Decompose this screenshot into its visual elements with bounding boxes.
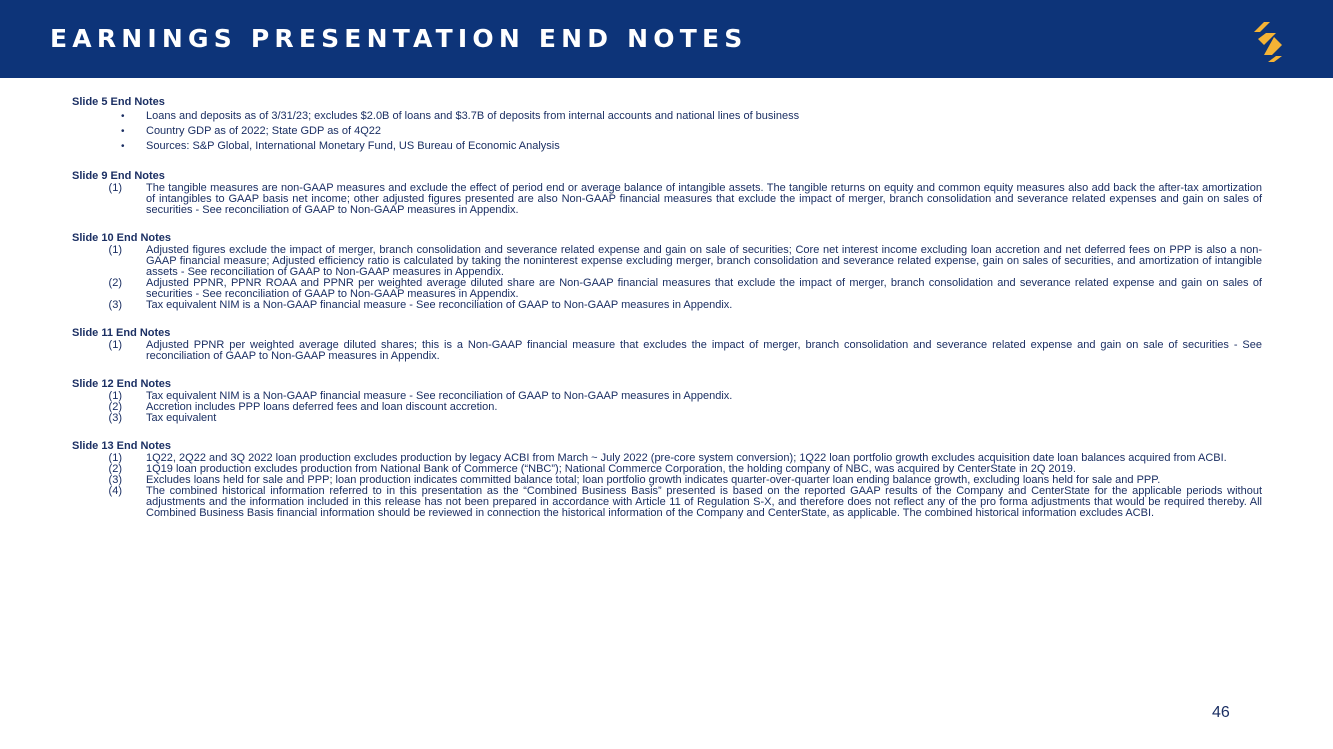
note-number: (3) xyxy=(108,474,122,486)
numbered-notes xyxy=(72,391,1262,424)
note-number: (1) xyxy=(108,182,122,194)
section-heading: Slide 12 End Notes xyxy=(72,378,172,390)
bullet-list xyxy=(72,109,1262,154)
slide-9-notes xyxy=(72,170,1262,216)
end-notes-content xyxy=(72,96,1262,535)
note-text: Adjusted PPNR per weighted average diluted shares; this is a Non-GAAP financial measure that excludes the impact of merger, branch consolidation and severance related expense and gain on sale of securities - See reconciliation of GAAP to Non-GAAP measures in Appendix. xyxy=(146,339,1262,362)
note-text: Tax equivalent NIM is a Non-GAAP financial measure - See reconciliation of GAAP to Non-GAAP measures in Appendix. xyxy=(146,390,733,402)
note-item xyxy=(72,340,1262,362)
note-item xyxy=(72,245,1262,278)
bullet-item: • Loans and deposits as of 3/31/23; excludes $2.0B of loans and $3.7B of deposits from internal accounts and national lines of business xyxy=(72,109,1262,124)
numbered-notes xyxy=(72,245,1262,311)
note-text: Adjusted figures exclude the impact of merger, branch consolidation and severance related expense and gain on sale of securities; Core net interest income excluding loan accretion and net deferred fees on PPP is also a non-GAAP financial measure; Adjusted efficiency ratio is calculated by taking the noninterest expense excluding merger, branch consolidation and severance related expense, gain on sales of securities, and amortization of intangible assets - See reconciliation of GAAP to Non-GAAP measures in Appendix. xyxy=(146,244,1262,278)
bullet-item: • Country GDP as of 2022; State GDP as of 4Q22 xyxy=(72,124,1262,139)
note-number: (4) xyxy=(108,485,122,497)
page-number: 46 xyxy=(1212,704,1230,721)
note-number: (1) xyxy=(108,390,122,402)
slide-13-notes xyxy=(72,440,1262,519)
note-text: Tax equivalent NIM is a Non-GAAP financial measure - See reconciliation of GAAP to Non-GAAP measures in Appendix. xyxy=(146,299,733,311)
note-number: (3) xyxy=(108,412,122,424)
note-number: (2) xyxy=(108,401,122,413)
note-number: (2) xyxy=(108,277,122,289)
note-number: (1) xyxy=(108,339,122,351)
note-item xyxy=(72,413,1262,424)
note-number: (1) xyxy=(108,244,122,256)
note-text: 1Q22, 2Q22 and 3Q 2022 loan production excludes production by legacy ACBI from March ~ July 2022 (pre-core system conversion); 1Q22 loan portfolio growth excludes acquisition date loan balances acquired from ACBI. xyxy=(146,452,1227,464)
note-text: The tangible measures are non-GAAP measures and exclude the effect of period end or average balance of intangible assets. The tangible returns on equity and common equity measures also add back the after-tax amortization of intangibles to GAAP basis net income; other adjusted figures presented are also Non-GAAP financial measures that exclude the impact of merger, branch consolidation and severance related expenses and gain on sales of securities - See reconciliation of GAAP to Non-GAAP measures in Appendix. xyxy=(146,182,1262,216)
slide-5-notes xyxy=(72,96,1262,154)
numbered-notes xyxy=(72,340,1262,362)
note-text: Accretion includes PPP loans deferred fees and loan discount accretion. xyxy=(146,401,498,413)
note-text: Adjusted PPNR, PPNR ROAA and PPNR per weighted average diluted share are Non-GAAP financial measures that exclude the impact of merger, branch consolidation and severance related expense and gain on sales of securities - See reconciliation of GAAP to Non-GAAP measures in Appendix. xyxy=(146,277,1262,300)
note-item xyxy=(72,402,1262,413)
section-heading: Slide 11 End Notes xyxy=(72,327,171,339)
header-banner xyxy=(0,0,1333,78)
bank-s-logo-icon xyxy=(1254,20,1286,62)
slide-12-notes xyxy=(72,378,1262,424)
numbered-notes xyxy=(72,183,1262,216)
section-heading: Slide 5 End Notes xyxy=(72,96,165,108)
section-heading: Slide 9 End Notes xyxy=(72,170,165,182)
bullet-item: • Sources: S&P Global, International Monetary Fund, US Bureau of Economic Analysis xyxy=(72,139,1262,154)
section-heading: Slide 10 End Notes xyxy=(72,232,172,244)
note-item xyxy=(72,183,1262,216)
note-item xyxy=(72,300,1262,311)
note-number: (3) xyxy=(108,299,122,311)
note-number: (1) xyxy=(108,452,122,464)
note-text: Tax equivalent xyxy=(146,412,217,424)
note-number: (2) xyxy=(108,463,122,475)
note-item xyxy=(72,278,1262,300)
section-heading: Slide 13 End Notes xyxy=(72,440,172,452)
note-item xyxy=(72,486,1262,519)
slide-11-notes xyxy=(72,327,1262,362)
page-title: EARNINGS PRESENTATION END NOTES xyxy=(50,24,748,53)
slide-10-notes xyxy=(72,232,1262,311)
note-text: The combined historical information referred to in this presentation as the “Combined Business Basis” presented is based on the reported GAAP results of the Company and CenterState for the applicable periods without adjustments and the information included in this release has not been prepared in accordance with Article 11 of Regulation S-X, and therefore does not reflect any of the pro forma adjustments that would be required thereby. All Combined Business Basis financial information should be reviewed in connection the historical information of the Company and CenterState, as applicable. The combined historical information excludes ACBI. xyxy=(146,485,1262,519)
numbered-notes xyxy=(72,453,1262,519)
note-text: Excludes loans held for sale and PPP; loan production indicates committed balance total; loan portfolio growth indicates quarter-over-quarter loan ending balance growth, excluding loans held for sale and PPP. xyxy=(146,474,1161,486)
note-text: 1Q19 loan production excludes production from National Bank of Commerce (“NBC”); National Commerce Corporation, the holding company of NBC, was acquired by CenterState in 2Q 2019. xyxy=(146,463,1076,475)
